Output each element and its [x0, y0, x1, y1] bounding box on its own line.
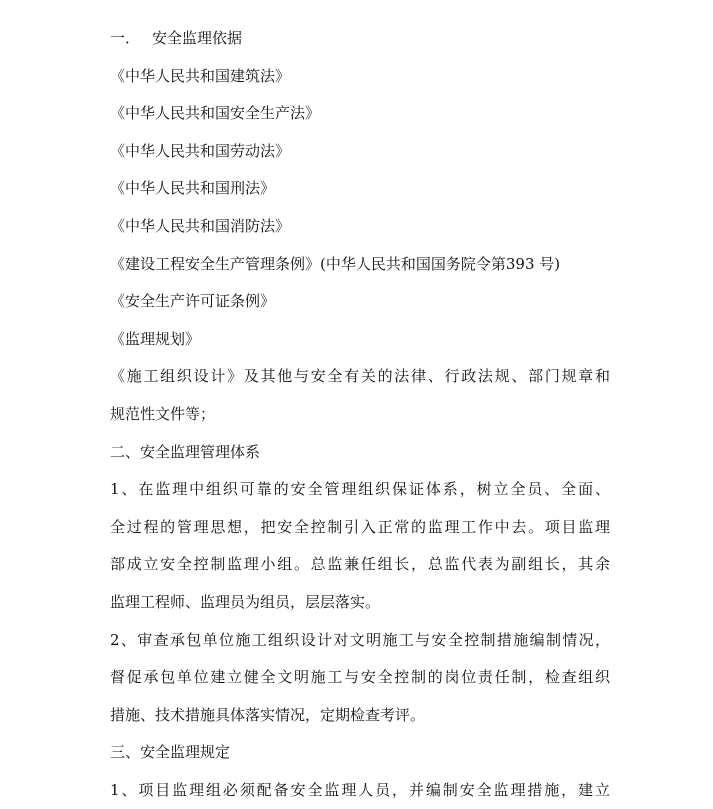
- paragraph-line: 《施工组织设计》及其他与安全有关的法律、行政法规、部门规章和: [110, 367, 610, 386]
- paragraph-line: 1、项目监理组必须配备安全监理人员，并编制安全监理措施，建立: [110, 780, 610, 799]
- list-item: 《监理规划》: [110, 329, 201, 348]
- section-number: 一．: [110, 29, 141, 47]
- list-item: 《中华人民共和国刑法》: [110, 179, 276, 198]
- paragraph-line: 规范性文件等；: [110, 404, 216, 423]
- document-page: [110, 20, 610, 809]
- list-item: 《中华人民共和国消防法》: [110, 216, 291, 235]
- list-item: 《中华人民共和国建筑法》: [110, 66, 291, 85]
- list-item: 《中华人民共和国劳动法》: [110, 141, 291, 160]
- paragraph-line: 部成立安全控制监理小组。总监兼任组长，总监代表为副组长，其余: [110, 555, 610, 574]
- section-title: 安全监理依据: [152, 29, 243, 47]
- list-item: 《建设工程安全生产管理条例》(中华人民共和国国务院令第393 号): [110, 254, 561, 273]
- paragraph-line: 1、在监理中组织可靠的安全管理组织保证体系，树立全员、全面、: [110, 480, 610, 499]
- section-heading-system: 二、安全监理管理体系: [110, 442, 261, 461]
- paragraph-line: 监理工程师、监理员为组员，层层落实。: [110, 592, 381, 611]
- list-item: 《中华人民共和国安全生产法》: [110, 104, 321, 123]
- paragraph-line: 2、审查承包单位施工组织设计对文明施工与安全控制措施编制情况，: [110, 630, 610, 649]
- paragraph-line: 措施、技术措施具体落实情况，定期检查考评。: [110, 705, 426, 724]
- section-heading-rules: 三、安全监理规定: [110, 743, 231, 762]
- paragraph-line: 全过程的管理思想，把安全控制引入正常的监理工作中去。项目监理: [110, 517, 610, 536]
- paragraph-line: 督促承包单位建立健全文明施工与安全控制的岗位责任制，检查组织: [110, 668, 610, 687]
- section-heading-basis: [110, 20, 610, 58]
- list-item: 《安全生产许可证条例》: [110, 292, 276, 311]
